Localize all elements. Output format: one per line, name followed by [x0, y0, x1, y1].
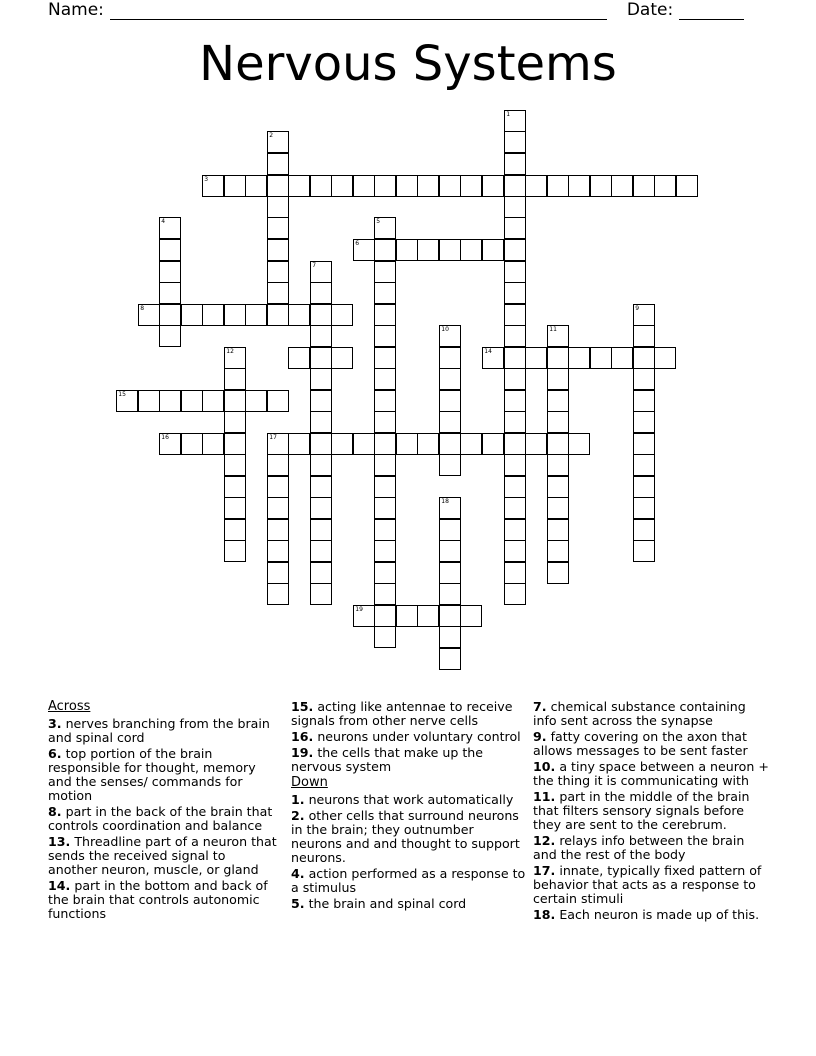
- clue-number: 13.: [48, 834, 71, 849]
- grid-cell[interactable]: [547, 347, 569, 369]
- grid-cell[interactable]: [439, 390, 461, 412]
- clue-text: relays info between the brain and the rest of the body: [533, 833, 745, 862]
- grid-cell[interactable]: [396, 239, 418, 261]
- grid-cell[interactable]: [159, 282, 181, 304]
- grid-cell[interactable]: [504, 110, 526, 132]
- grid-cell[interactable]: [417, 605, 439, 627]
- grid-cell[interactable]: [353, 239, 375, 261]
- grid-cell[interactable]: [504, 540, 526, 562]
- across-heading: Across: [48, 699, 91, 714]
- grid-cell[interactable]: [245, 304, 267, 326]
- clue-number: 17.: [533, 863, 556, 878]
- clue-number: 12: [226, 348, 234, 356]
- date-blank[interactable]: [679, 3, 744, 20]
- grid-cell[interactable]: [482, 347, 504, 369]
- grid-cell[interactable]: [460, 433, 482, 455]
- grid-cell[interactable]: [633, 540, 655, 562]
- grid-cell[interactable]: [504, 217, 526, 239]
- grid-cell[interactable]: [374, 261, 396, 283]
- grid-cell[interactable]: [439, 411, 461, 433]
- grid-cell[interactable]: [439, 583, 461, 605]
- clue-number: 10.: [533, 759, 556, 774]
- grid-cell[interactable]: [267, 175, 289, 197]
- grid-cell[interactable]: [504, 497, 526, 519]
- header-row: [48, 0, 744, 20]
- grid-cell[interactable]: [525, 433, 547, 455]
- grid-cell[interactable]: [504, 282, 526, 304]
- clue-item: [533, 790, 769, 832]
- grid-cell[interactable]: [267, 497, 289, 519]
- grid-cell[interactable]: [547, 390, 569, 412]
- grid-cell[interactable]: [374, 476, 396, 498]
- clue-number: 18.: [533, 907, 556, 922]
- grid-cell[interactable]: [482, 239, 504, 261]
- grid-cell[interactable]: [547, 175, 569, 197]
- clue-number: 7.: [533, 699, 547, 714]
- grid-cell[interactable]: [310, 411, 332, 433]
- grid-cell[interactable]: [439, 454, 461, 476]
- clue-number: 10: [441, 326, 449, 334]
- grid-cell[interactable]: [568, 347, 590, 369]
- clue-text: other cells that surround neurons in the brain; they outnumber neurons and and thought to support neurons.: [291, 808, 520, 865]
- grid-cell[interactable]: [374, 239, 396, 261]
- clue-text: the brain and spinal cord: [308, 896, 467, 911]
- grid-cell[interactable]: [439, 605, 461, 627]
- grid-cell[interactable]: [504, 433, 526, 455]
- grid-cell[interactable]: [374, 325, 396, 347]
- clue-number: 12.: [533, 833, 556, 848]
- clue-text: acting like antennae to receive signals from other nerve cells: [291, 699, 513, 728]
- grid-cell[interactable]: [310, 519, 332, 541]
- grid-cell[interactable]: [417, 175, 439, 197]
- clue-number: 2: [269, 132, 274, 140]
- grid-cell[interactable]: [547, 433, 569, 455]
- grid-cell[interactable]: [374, 605, 396, 627]
- clue-column-1: [48, 700, 278, 923]
- grid-cell[interactable]: [374, 454, 396, 476]
- grid-cell[interactable]: [439, 175, 461, 197]
- clue-item: [533, 730, 769, 758]
- grid-cell[interactable]: [547, 454, 569, 476]
- grid-cell[interactable]: [353, 175, 375, 197]
- grid-cell[interactable]: [525, 175, 547, 197]
- clue-number: 8: [140, 305, 145, 313]
- grid-cell[interactable]: [310, 261, 332, 283]
- grid-cell[interactable]: [310, 347, 332, 369]
- grid-cell[interactable]: [439, 648, 461, 670]
- grid-cell[interactable]: [224, 540, 246, 562]
- grid-cell[interactable]: [633, 519, 655, 541]
- clue-column-2: [291, 700, 527, 913]
- grid-cell[interactable]: [547, 325, 569, 347]
- grid-cell[interactable]: [547, 519, 569, 541]
- grid-cell[interactable]: [288, 175, 310, 197]
- down-heading: Down: [291, 775, 328, 790]
- grid-cell[interactable]: [504, 196, 526, 218]
- grid-cell[interactable]: [633, 175, 655, 197]
- grid-cell[interactable]: [159, 261, 181, 283]
- grid-cell[interactable]: [396, 175, 418, 197]
- grid-cell[interactable]: [267, 454, 289, 476]
- clue-number: 5: [376, 218, 381, 226]
- clue-item: [291, 700, 527, 728]
- grid-cell[interactable]: [267, 196, 289, 218]
- grid-cell[interactable]: [504, 519, 526, 541]
- clue-item: [533, 908, 769, 922]
- grid-cell[interactable]: [374, 175, 396, 197]
- grid-cell[interactable]: [224, 476, 246, 498]
- grid-cell[interactable]: [181, 390, 203, 412]
- grid-cell[interactable]: [396, 433, 418, 455]
- grid-cell[interactable]: [633, 347, 655, 369]
- clue-number: 16.: [291, 729, 314, 744]
- page-title: Nervous Systems: [199, 36, 617, 92]
- grid-cell[interactable]: [547, 368, 569, 390]
- grid-cell[interactable]: [138, 304, 160, 326]
- grid-cell[interactable]: [525, 347, 547, 369]
- clue-number: 4.: [291, 866, 305, 881]
- clue-number: 11: [549, 326, 557, 334]
- grid-cell[interactable]: [224, 519, 246, 541]
- grid-cell[interactable]: [396, 605, 418, 627]
- grid-cell[interactable]: [224, 304, 246, 326]
- grid-cell[interactable]: [417, 239, 439, 261]
- clue-number: 9.: [533, 729, 547, 744]
- grid-cell[interactable]: [633, 497, 655, 519]
- grid-cell[interactable]: [504, 325, 526, 347]
- grid-cell[interactable]: [439, 562, 461, 584]
- grid-cell[interactable]: [374, 347, 396, 369]
- clue-item: [48, 835, 278, 877]
- clue-number: 15.: [291, 699, 314, 714]
- clue-text: a tiny space between a neuron + the thing it is communicating with: [533, 759, 769, 788]
- grid-cell[interactable]: [202, 304, 224, 326]
- clue-text: Each neuron is made up of this.: [559, 907, 760, 922]
- clue-number: 19.: [291, 745, 314, 760]
- clue-number: 14: [484, 348, 492, 356]
- grid-cell[interactable]: [159, 390, 181, 412]
- clue-item: [291, 867, 527, 895]
- grid-cell[interactable]: [482, 433, 504, 455]
- clue-item: [291, 897, 527, 911]
- grid-cell[interactable]: [310, 368, 332, 390]
- grid-cell[interactable]: [460, 239, 482, 261]
- grid-cell[interactable]: [267, 239, 289, 261]
- grid-cell[interactable]: [504, 583, 526, 605]
- grid-cell[interactable]: [374, 368, 396, 390]
- grid-cell[interactable]: [654, 175, 676, 197]
- clue-number: 8.: [48, 804, 62, 819]
- clue-text: Threadline part of a neuron that sends the received signal to another neuron, muscle, or gland: [48, 834, 277, 877]
- clue-item: [291, 730, 527, 744]
- clue-text: top portion of the brain responsible for thought, memory and the senses/ commands for motion: [48, 746, 256, 803]
- grid-cell[interactable]: [353, 433, 375, 455]
- clue-number: 1: [506, 111, 511, 119]
- grid-cell[interactable]: [611, 347, 633, 369]
- grid-cell[interactable]: [202, 390, 224, 412]
- grid-cell[interactable]: [267, 540, 289, 562]
- clue-column-3: [533, 700, 769, 924]
- grid-cell[interactable]: [374, 411, 396, 433]
- grid-cell[interactable]: [310, 454, 332, 476]
- grid-cell[interactable]: [439, 497, 461, 519]
- grid-cell[interactable]: [224, 411, 246, 433]
- clue-text: the cells that make up the nervous system: [291, 745, 484, 774]
- grid-cell[interactable]: [331, 175, 353, 197]
- clue-text: neurons that work automatically: [308, 792, 514, 807]
- grid-cell[interactable]: [633, 304, 655, 326]
- clue-item: [533, 760, 769, 788]
- clue-item: [533, 834, 769, 862]
- grid-cell[interactable]: [181, 304, 203, 326]
- grid-cell[interactable]: [267, 562, 289, 584]
- grid-cell[interactable]: [310, 175, 332, 197]
- clue-text: part in the middle of the brain that filters sensory signals before they are sent to the cerebrum.: [533, 789, 750, 832]
- grid-cell[interactable]: [267, 390, 289, 412]
- grid-cell[interactable]: [590, 347, 612, 369]
- grid-cell[interactable]: [267, 476, 289, 498]
- grid-cell[interactable]: [654, 347, 676, 369]
- grid-cell[interactable]: [374, 626, 396, 648]
- grid-cell[interactable]: [547, 562, 569, 584]
- grid-cell[interactable]: [374, 304, 396, 326]
- date-label: Date:: [626, 0, 674, 20]
- grid-cell[interactable]: [633, 390, 655, 412]
- grid-cell[interactable]: [547, 497, 569, 519]
- grid-cell[interactable]: [267, 519, 289, 541]
- grid-cell[interactable]: [374, 583, 396, 605]
- grid-cell[interactable]: [568, 175, 590, 197]
- grid-cell[interactable]: [159, 433, 181, 455]
- grid-cell[interactable]: [267, 583, 289, 605]
- grid-cell[interactable]: [374, 390, 396, 412]
- grid-cell[interactable]: [439, 239, 461, 261]
- grid-cell[interactable]: [310, 562, 332, 584]
- name-blank[interactable]: [110, 3, 607, 20]
- grid-cell[interactable]: [353, 605, 375, 627]
- grid-cell[interactable]: [288, 433, 310, 455]
- grid-cell[interactable]: [310, 476, 332, 498]
- grid-cell[interactable]: [633, 368, 655, 390]
- grid-cell[interactable]: [547, 411, 569, 433]
- grid-cell[interactable]: [224, 433, 246, 455]
- grid-cell[interactable]: [504, 153, 526, 175]
- grid-cell[interactable]: [224, 454, 246, 476]
- clue-number: 14.: [48, 878, 71, 893]
- grid-cell[interactable]: [504, 454, 526, 476]
- grid-cell[interactable]: [331, 433, 353, 455]
- grid-cell[interactable]: [374, 217, 396, 239]
- grid-cell[interactable]: [504, 239, 526, 261]
- clue-text: part in the back of the brain that controls coordination and balance: [48, 804, 273, 833]
- clue-number: 2.: [291, 808, 305, 823]
- grid-cell[interactable]: [439, 626, 461, 648]
- grid-cell[interactable]: [439, 325, 461, 347]
- grid-cell[interactable]: [504, 368, 526, 390]
- clue-text: fatty covering on the axon that allows messages to be sent faster: [533, 729, 748, 758]
- grid-cell[interactable]: [504, 562, 526, 584]
- clue-text: part in the bottom and back of the brain that controls autonomic functions: [48, 878, 268, 921]
- clue-text: nerves branching from the brain and spinal cord: [48, 716, 270, 745]
- grid-cell[interactable]: [224, 390, 246, 412]
- grid-cell[interactable]: [633, 411, 655, 433]
- grid-cell[interactable]: [568, 433, 590, 455]
- grid-cell[interactable]: [374, 519, 396, 541]
- grid-cell[interactable]: [116, 390, 138, 412]
- clue-number: 6: [355, 240, 360, 248]
- grid-cell[interactable]: [224, 347, 246, 369]
- grid-cell[interactable]: [439, 347, 461, 369]
- clue-text: innate, typically fixed pattern of behavior that acts as a response to certain stimuli: [533, 863, 762, 906]
- grid-cell[interactable]: [439, 368, 461, 390]
- clue-text: chemical substance containing info sent across the synapse: [533, 699, 746, 728]
- name-label: Name:: [48, 0, 104, 20]
- grid-cell[interactable]: [267, 131, 289, 153]
- grid-cell[interactable]: [439, 540, 461, 562]
- grid-cell[interactable]: [138, 390, 160, 412]
- grid-cell[interactable]: [159, 217, 181, 239]
- grid-cell[interactable]: [202, 175, 224, 197]
- clue-number: 19: [355, 606, 363, 614]
- grid-cell[interactable]: [310, 304, 332, 326]
- clue-item: [48, 717, 278, 745]
- grid-cell[interactable]: [224, 175, 246, 197]
- grid-cell[interactable]: [288, 347, 310, 369]
- clue-number: 17: [269, 434, 277, 442]
- grid-cell[interactable]: [633, 433, 655, 455]
- clue-item: [533, 700, 769, 728]
- grid-cell[interactable]: [374, 433, 396, 455]
- grid-cell[interactable]: [310, 390, 332, 412]
- clue-text: neurons under voluntary control: [317, 729, 521, 744]
- grid-cell[interactable]: [267, 433, 289, 455]
- grid-cell[interactable]: [374, 540, 396, 562]
- grid-cell[interactable]: [310, 433, 332, 455]
- grid-cell[interactable]: [417, 433, 439, 455]
- grid-cell[interactable]: [482, 175, 504, 197]
- grid-cell[interactable]: [245, 390, 267, 412]
- grid-cell[interactable]: [504, 304, 526, 326]
- grid-cell[interactable]: [460, 605, 482, 627]
- clue-item: [291, 746, 527, 774]
- clue-number: 3: [204, 176, 209, 184]
- grid-cell[interactable]: [504, 390, 526, 412]
- grid-cell[interactable]: [460, 175, 482, 197]
- clue-number: 16: [161, 434, 169, 442]
- grid-cell[interactable]: [159, 304, 181, 326]
- clue-number: 6.: [48, 746, 62, 761]
- grid-cell[interactable]: [590, 175, 612, 197]
- grid-cell[interactable]: [547, 540, 569, 562]
- clue-item: [291, 809, 527, 865]
- clue-item: [48, 747, 278, 803]
- grid-cell[interactable]: [611, 175, 633, 197]
- grid-cell[interactable]: [331, 347, 353, 369]
- clue-number: 18: [441, 498, 449, 506]
- grid-cell[interactable]: [374, 282, 396, 304]
- grid-cell[interactable]: [181, 433, 203, 455]
- clue-item: [48, 805, 278, 833]
- grid-cell[interactable]: [202, 433, 224, 455]
- grid-cell[interactable]: [267, 282, 289, 304]
- clue-item: [291, 793, 527, 807]
- grid-cell[interactable]: [633, 476, 655, 498]
- clue-number: 7: [312, 262, 317, 270]
- grid-cell[interactable]: [267, 261, 289, 283]
- grid-cell[interactable]: [310, 497, 332, 519]
- clue-text: action performed as a response to a stimulus: [291, 866, 526, 895]
- grid-cell[interactable]: [504, 411, 526, 433]
- grid-cell[interactable]: [245, 175, 267, 197]
- clue-number: 9: [635, 305, 640, 313]
- grid-cell[interactable]: [504, 261, 526, 283]
- grid-cell[interactable]: [310, 583, 332, 605]
- grid-cell[interactable]: [310, 325, 332, 347]
- clue-number: 3.: [48, 716, 62, 731]
- clue-item: [533, 864, 769, 906]
- grid-cell[interactable]: [159, 325, 181, 347]
- grid-cell[interactable]: [267, 153, 289, 175]
- grid-cell[interactable]: [374, 562, 396, 584]
- grid-cell[interactable]: [310, 540, 332, 562]
- clue-number: 5.: [291, 896, 305, 911]
- clue-number: 15: [118, 391, 126, 399]
- grid-cell[interactable]: [439, 519, 461, 541]
- grid-cell[interactable]: [288, 304, 310, 326]
- grid-cell[interactable]: [159, 239, 181, 261]
- grid-cell[interactable]: [374, 497, 396, 519]
- grid-cell[interactable]: [547, 476, 569, 498]
- grid-cell[interactable]: [310, 282, 332, 304]
- grid-cell[interactable]: [633, 454, 655, 476]
- grid-cell[interactable]: [331, 304, 353, 326]
- clue-number: 11.: [533, 789, 556, 804]
- grid-cell[interactable]: [224, 368, 246, 390]
- grid-cell[interactable]: [504, 175, 526, 197]
- grid-cell[interactable]: [504, 347, 526, 369]
- grid-cell[interactable]: [676, 175, 698, 197]
- grid-cell[interactable]: [504, 131, 526, 153]
- grid-cell[interactable]: [267, 304, 289, 326]
- grid-cell[interactable]: [439, 433, 461, 455]
- clue-number: 1.: [291, 792, 305, 807]
- grid-cell[interactable]: [224, 497, 246, 519]
- grid-cell[interactable]: [504, 476, 526, 498]
- clue-item: [48, 879, 278, 921]
- grid-cell[interactable]: [633, 325, 655, 347]
- clue-number: 4: [161, 218, 166, 226]
- grid-cell[interactable]: [267, 217, 289, 239]
